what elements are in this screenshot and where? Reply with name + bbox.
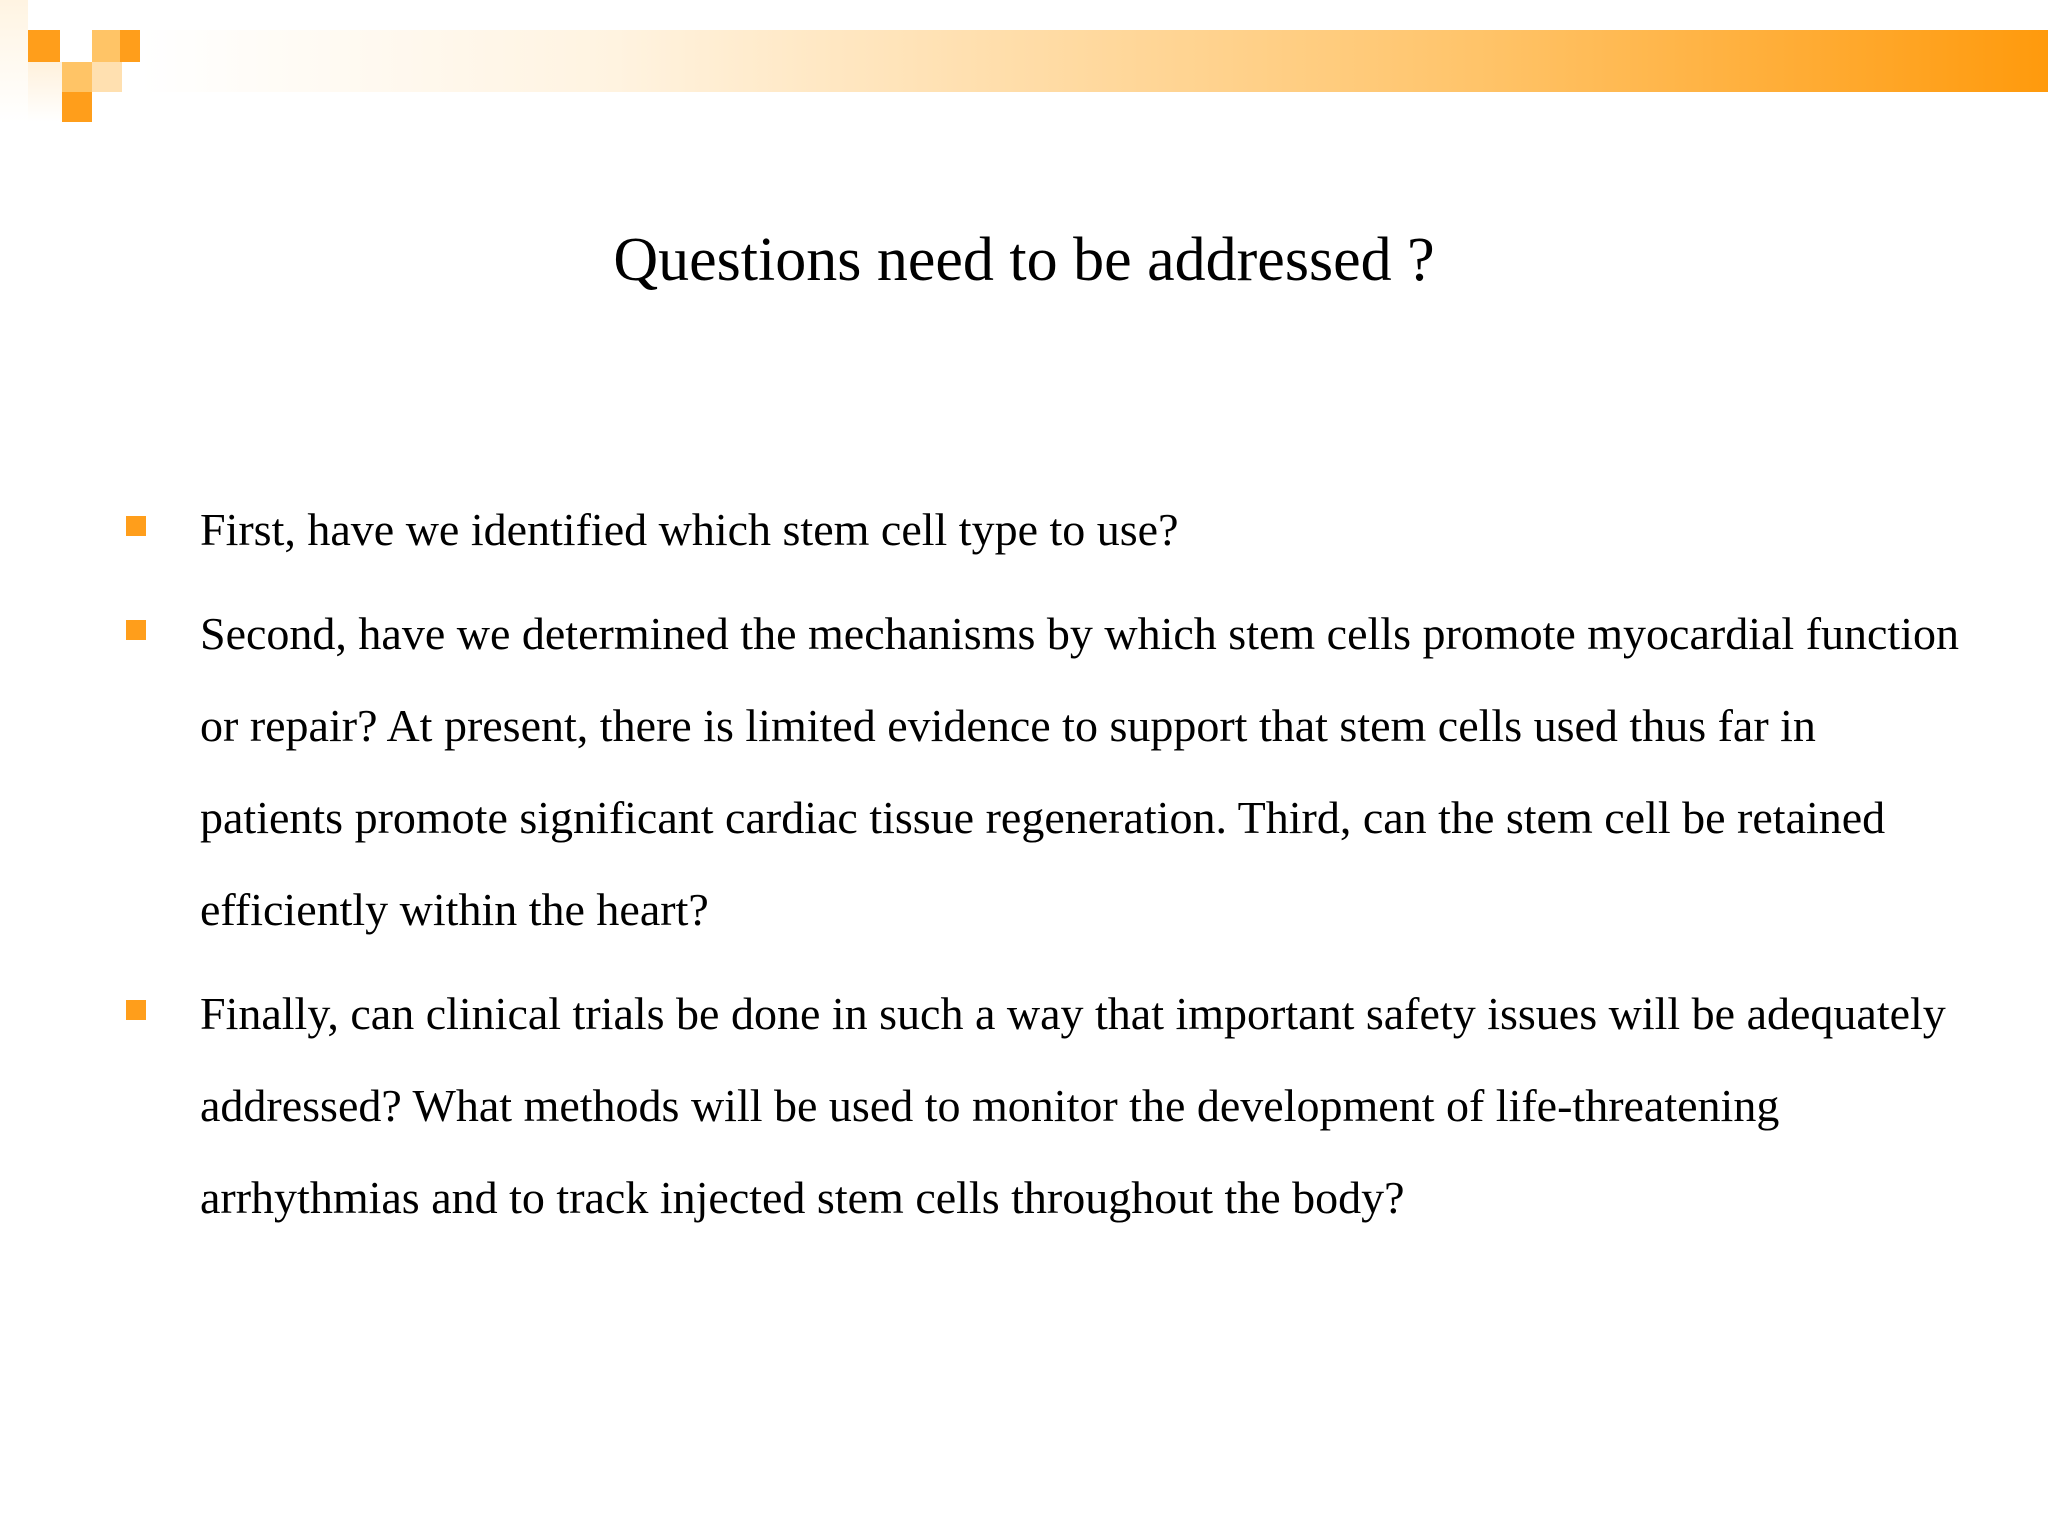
decor-square xyxy=(62,62,92,92)
decor-square xyxy=(28,62,62,122)
bullet-item xyxy=(200,588,1960,956)
decor-square xyxy=(0,0,28,122)
square-bullet-icon xyxy=(126,1000,146,1020)
bullet-list xyxy=(0,484,2048,1256)
bullet-text: Second, have we determined the mechanisms by which stem cells promote myocardial function or repair? At present, there is limited evidence to support that stem cells used thus far in patients promote significant cardiac tissue regeneration. Third, can the stem cell be retained efficiently within the heart? xyxy=(200,608,1959,935)
header-gradient-bar xyxy=(140,30,2048,92)
bullet-text: Finally, can clinical trials be done in such a way that important safety issues will be adequately addressed? What methods will be used to monitor the development of life-threatening arrhythmias and to track injected stem cells throughout the body? xyxy=(200,988,1946,1223)
decor-square xyxy=(92,62,122,92)
square-bullet-icon xyxy=(126,516,146,536)
square-bullet-icon xyxy=(126,620,146,640)
slide-title: Questions need to be addressed ? xyxy=(613,226,1435,294)
bullet-text: First, have we identified which stem cell type to use? xyxy=(200,504,1179,555)
decor-square xyxy=(62,92,92,122)
bullet-item xyxy=(200,484,1960,576)
decor-square xyxy=(28,30,60,62)
bullet-item xyxy=(200,968,1960,1244)
orange-squares-logo-icon xyxy=(0,0,160,130)
